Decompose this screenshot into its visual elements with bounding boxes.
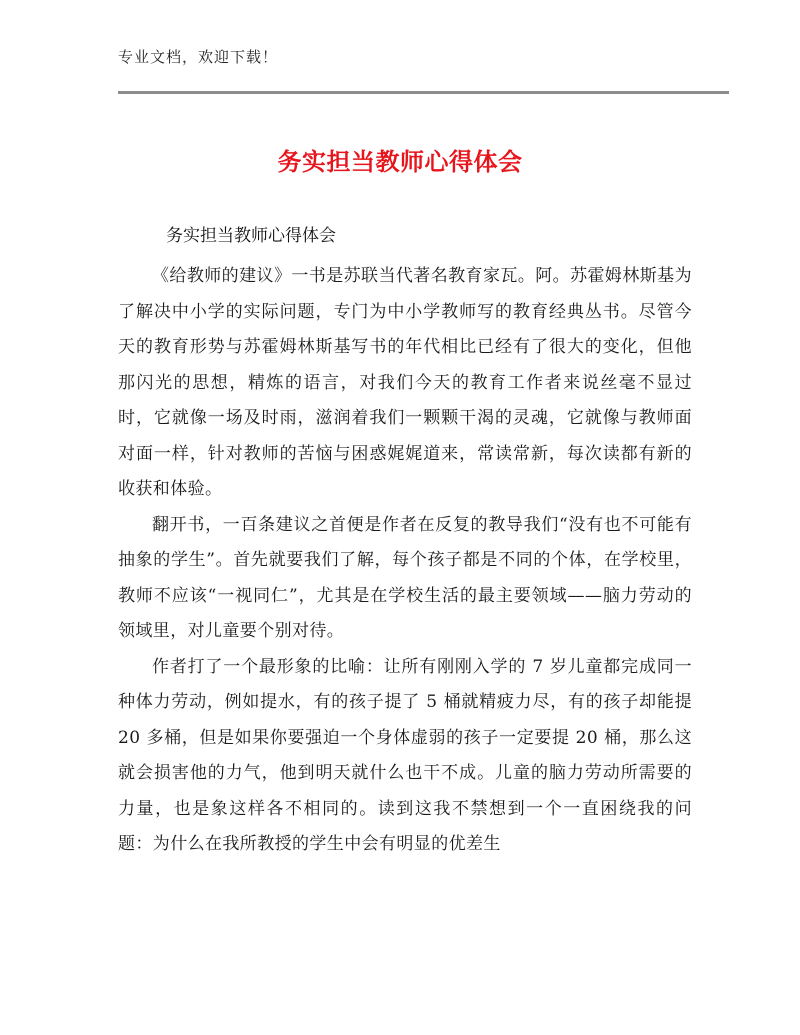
body-paragraph: 翻开书，一百条建议之首便是作者在反复的教导我们“没有也不可能有抽象的学生”。首先就要我们了解，每个孩子都是不同的个体，在学校里，教师不应该“一视同仁”，尤其是在学校生活的最主要领域——脑力劳动的领域里，对儿童要个别对待。 [118, 514, 692, 641]
header-divider [118, 91, 729, 94]
body-paragraph: 《给教师的建议》一书是苏联当代著名教育家瓦。阿。苏霍姆林斯基为了解决中小学的实际问题，专门为中小学教师写的教育经典丛书。尽管今天的教育形势与苏霍姆林斯基写书的年代相比已经有了很大的变化，但他那闪光的思想，精炼的语言，对我们今天的教育工作者来说丝毫不显过时，它就像一场及时雨，滋润着我们一颗颗干渴的灵魂，它就像与教师面对面一样，针对教师的苦恼与困惑娓娓道来，常读常新，每次读都有新的收获和体验。 [118, 266, 692, 499]
page-header-text: 专业文档，欢迎下载！ [118, 48, 279, 66]
document-body [118, 259, 692, 863]
body-paragraph: 作者打了一个最形象的比喻：让所有刚刚入学的 7 岁儿童都完成同一种体力劳动，例如提水，有的孩子提了 5 桶就精疲力尽，有的孩子却能提 20 多桶，但是如果你要强迫一个身体虚弱的孩子一定要提 20 桶，那么这就会损害他的力气，他到明天就什么也干不成。儿童的脑力劳动所需要的力量，也是象这样各不相同的。读到这我不禁想到一个一直困绕我的问题：为什么在我所教授的学生中会有明显的优差生 [118, 656, 692, 854]
document-title: 务实担当教师心得体会 [277, 148, 523, 176]
document-subtitle: 务实担当教师心得体会 [166, 226, 336, 246]
